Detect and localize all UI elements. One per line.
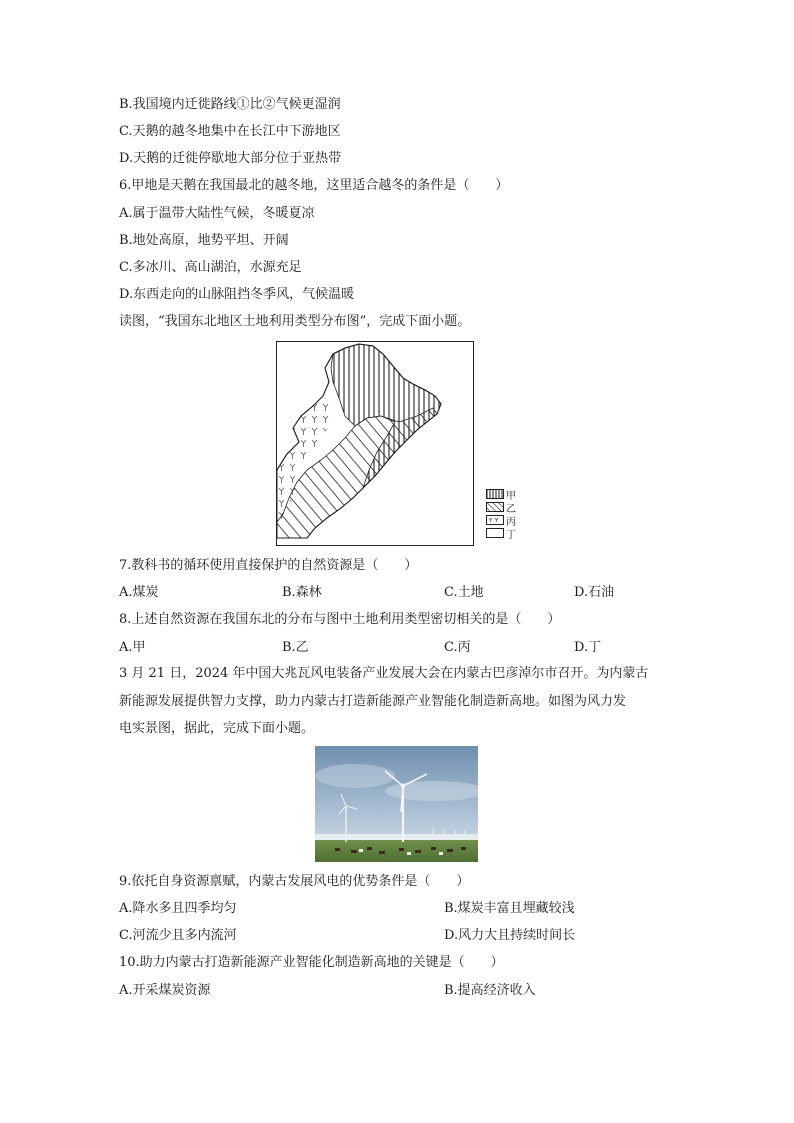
legend-label: 乙 [506,503,516,515]
wind-farm-illustration [315,746,478,862]
q7-option-a: A.煤炭 [119,585,159,600]
q7-option-c: C.土地 [444,585,484,600]
legend-jia [486,488,526,500]
q9-option-d: D.风力大且持续时间长 [444,928,576,943]
q6-option-a: A.属于温带大陆性气候，冬暖夏凉 [119,206,315,221]
legend-bing [486,514,526,526]
q5-option-d: D.天鹅的迁徙停歇地大部分位于亚热带 [119,151,342,166]
map-legend [486,488,526,539]
q5-option-b: B.我国境内迁徙路线①比②气候更湿润 [119,97,341,112]
q9-option-c: C.河流少且多内流河 [119,928,237,943]
q8-option-d: D.丁 [574,640,602,655]
legend-swatch-ding [486,528,504,538]
q6-option-d: D.东西走向的山脉阻挡冬季风，气候温暖 [119,287,355,302]
q7-option-d: D.石油 [574,585,615,600]
q8-option-c: C.丙 [444,640,471,655]
legend-ding [486,527,526,539]
q9-option-a: A.降水多且四季均匀 [119,901,237,916]
q8-stem: 8.上述自然资源在我国东北的分布与图中土地利用类型密切相关的是（ ） [119,612,561,627]
wind-intro-line-2: 新能源发展提供智力支撑，助力内蒙古打造新能源产业智能化制造新高地。如图为风力发 [119,694,627,709]
wind-intro-line-1: 3 月 21 日，2024 年中国大兆瓦风电装备产业发展大会在内蒙古巴彦淖尔市召开。为内蒙古 [119,666,649,681]
wind-intro-line-3: 电实景图，据此，完成下面小题。 [119,721,315,736]
legend-label: 丙 [506,516,516,528]
q7-stem: 7.教科书的循环使用直接保护的自然资源是（ ） [119,558,418,573]
legend-swatch-yi [486,502,504,512]
legend-swatch-jia [486,489,504,499]
legend-label: 甲 [506,490,516,502]
northeast-land-use-map [276,341,474,546]
wind-turbine-photo [315,746,478,862]
legend-yi [486,501,526,513]
map-svg [277,342,473,545]
q5-option-c: C.天鹅的越冬地集中在长江中下游地区 [119,124,341,139]
q10-stem: 10.助力内蒙古打造新能源产业智能化制造新高地的关键是（ ） [119,955,504,970]
q6-option-b: B.地处高原，地势平坦、开阔 [119,233,289,248]
q10-option-b: B.提高经济收入 [444,983,536,998]
q6-stem: 6.甲地是天鹅在我国最北的越冬地，这里适合越冬的条件是（ ） [119,178,509,193]
legend-label: 丁 [506,529,516,541]
q6-option-c: C.多冰川、高山湖泊，水源充足 [119,260,302,275]
map-intro: 读图，“我国东北地区土地利用类型分布图”，完成下面小题。 [119,314,471,329]
q10-option-a: A.开采煤炭资源 [119,983,211,998]
q9-option-b: B.煤炭丰富且埋藏较浅 [444,901,575,916]
legend-swatch-bing [486,515,504,525]
q7-option-b: B.森林 [282,585,322,600]
q8-option-b: B.乙 [282,640,309,655]
q8-option-a: A.甲 [119,640,146,655]
q9-stem: 9.依托自身资源禀赋，内蒙古发展风电的优势条件是（ ） [119,874,470,889]
